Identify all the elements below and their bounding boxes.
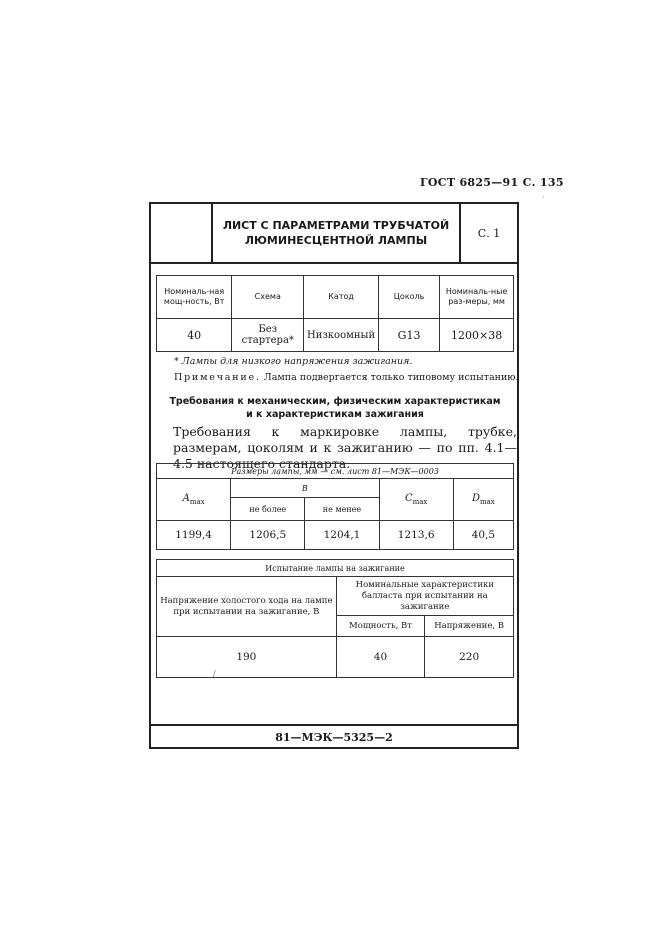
lamp-params-table bbox=[156, 275, 514, 352]
lamp-dimensions-table bbox=[156, 463, 514, 550]
title-row bbox=[151, 204, 517, 264]
header-a-sub: max bbox=[189, 498, 205, 506]
ignition-test-table bbox=[156, 559, 514, 678]
title-left-cell bbox=[151, 204, 213, 262]
table-cell: 220 bbox=[425, 637, 514, 678]
sheet-title bbox=[213, 204, 461, 262]
table-row bbox=[157, 521, 514, 550]
section-heading bbox=[156, 395, 514, 421]
page-header: ГОСТ 6825—91 С. 135 bbox=[420, 176, 564, 189]
header-b-min: не менее bbox=[305, 498, 379, 521]
header-d-label: D bbox=[471, 493, 480, 504]
table-cell: 40 bbox=[336, 637, 425, 678]
note-text: Лампа подвергается только типовому испытанию. bbox=[260, 372, 519, 383]
table-caption: Размеры лампы, мм — см. лист 81—МЭК—0003 bbox=[157, 464, 514, 479]
header-cell: Цоколь bbox=[378, 276, 439, 319]
ballast-header: Номинальные характеристики балласта при испытании на зажигание bbox=[336, 577, 513, 616]
section-heading-line2: и к характеристикам зажигания bbox=[246, 409, 424, 420]
note bbox=[174, 372, 519, 383]
table-cell: G13 bbox=[378, 319, 439, 352]
requirements-paragraph: Требования к маркировке лампы, трубке, размерам, цоколям и к зажиганию — по пп. 4.1—4.5 настоящего стандарта. bbox=[173, 424, 517, 471]
note-label: Примечание. bbox=[174, 372, 261, 383]
header-cell: Номиналь-ные раз-меры, мм bbox=[440, 276, 514, 319]
header-b-max: не более bbox=[231, 498, 305, 521]
header-c bbox=[379, 479, 453, 521]
table-caption: Испытание лампы на зажигание bbox=[157, 560, 514, 577]
header-c-label: C bbox=[404, 493, 413, 504]
scan-dot: · bbox=[542, 193, 545, 202]
header-d bbox=[453, 479, 513, 521]
header-cell: Катод bbox=[304, 276, 379, 319]
ballast-voltage-header: Напряжение, В bbox=[425, 616, 514, 637]
table-cell: 40,5 bbox=[453, 521, 513, 550]
table-cell: 40 bbox=[157, 319, 232, 352]
header-a-label: A bbox=[182, 493, 190, 504]
power-header: Мощность, Вт bbox=[336, 616, 425, 637]
header-c-sub: max bbox=[412, 498, 428, 506]
scan-mark: / bbox=[213, 669, 216, 678]
table-row bbox=[157, 319, 514, 352]
sheet-title-line2: ЛЮМИНЕСЦЕНТНОЙ ЛАМПЫ bbox=[244, 234, 428, 247]
footnote: * Лампы для низкого напряжения зажигания. bbox=[174, 356, 413, 367]
voltage-header: Напряжение холостого хода на лампе при испытании на зажигание, В bbox=[157, 577, 337, 637]
header-b-label: B bbox=[301, 483, 308, 493]
table-header-row bbox=[157, 276, 514, 319]
table-cell: 1213,6 bbox=[379, 521, 453, 550]
table-cell: Низкоомный bbox=[304, 319, 379, 352]
table-cell: 190 bbox=[157, 637, 337, 678]
table-cell: 1204,1 bbox=[305, 521, 379, 550]
table-cell: Без стартера* bbox=[232, 319, 304, 352]
header-cell: Схема bbox=[232, 276, 304, 319]
header-d-sub: max bbox=[480, 498, 495, 506]
table-cell: 1200×38 bbox=[440, 319, 514, 352]
sheet-label: С. 1 bbox=[477, 226, 501, 240]
section-heading-line1: Требования к механическим, физическим характеристикам bbox=[169, 396, 501, 407]
table-row bbox=[157, 637, 514, 678]
sheet-footer: 81—МЭК—5325—2 bbox=[275, 731, 393, 744]
header-b bbox=[231, 479, 379, 498]
sheet-title-line1: ЛИСТ С ПАРАМЕТРАМИ ТРУБЧАТОЙ bbox=[222, 219, 450, 232]
table-cell: 1199,4 bbox=[157, 521, 231, 550]
frame-divider bbox=[151, 724, 517, 726]
table-cell: 1206,5 bbox=[231, 521, 305, 550]
header-cell: Номиналь-ная мощ-ность, Вт bbox=[157, 276, 232, 319]
header-a bbox=[157, 479, 231, 521]
